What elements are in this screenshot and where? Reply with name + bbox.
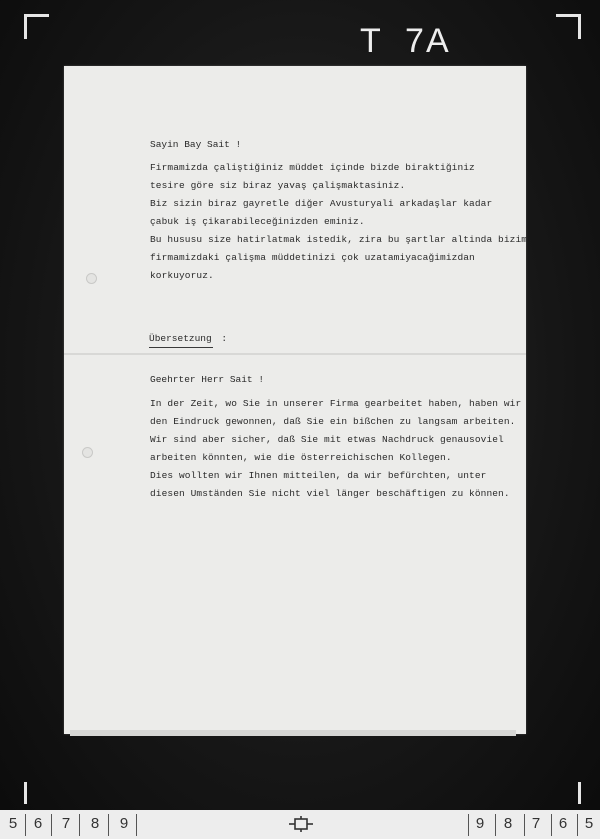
film-number: 5 <box>584 815 594 832</box>
crop-mark-top-right <box>556 14 581 39</box>
turkish-line: Bu hususu size hatirlatmak istedik, zira bu şartlar altinda bizim <box>150 234 528 245</box>
turkish-letter-body <box>150 159 527 285</box>
translation-heading-word: Übersetzung <box>149 333 212 344</box>
turkish-line: korkuyoruz. <box>150 270 214 281</box>
crop-mark-bottom-right <box>556 782 581 804</box>
german-letter-body <box>150 395 521 503</box>
film-number: 6 <box>33 815 43 832</box>
film-reel-icon <box>289 816 313 832</box>
turkish-line: Firmamizda çaliştiğiniz müddet içinde bizde biraktiğiniz <box>150 162 475 173</box>
film-tick <box>551 814 552 836</box>
film-tick <box>79 814 80 836</box>
film-tick <box>108 814 109 836</box>
film-tick <box>495 814 496 836</box>
german-line: Dies wollten wir Ihnen mitteilen, da wir befürchten, unter <box>150 470 487 481</box>
film-tick <box>25 814 26 836</box>
turkish-line: Biz sizin biraz gayretle diğer Avusturyali arkadaşlar kadar <box>150 198 493 209</box>
page-fold-line <box>64 353 526 355</box>
film-tick <box>51 814 52 836</box>
film-number: 8 <box>90 815 100 832</box>
film-number: 9 <box>475 815 485 832</box>
translation-heading <box>149 333 227 344</box>
turkish-salutation: Sayin Bay Sait ! <box>150 139 242 150</box>
punch-hole-icon <box>86 273 97 284</box>
film-number: 8 <box>503 815 513 832</box>
page-underlay <box>70 730 516 736</box>
film-number: 7 <box>61 815 71 832</box>
german-line: In der Zeit, wo Sie in unserer Firma gearbeitet haben, haben wir <box>150 398 522 409</box>
turkish-line: tesire göre siz biraz yavaş çalişmaktasiniz. <box>150 180 406 191</box>
film-tick <box>524 814 525 836</box>
film-tick <box>468 814 469 836</box>
film-number: 5 <box>8 815 18 832</box>
crop-mark-top-left <box>24 14 49 39</box>
translation-heading-colon: : <box>221 333 228 344</box>
german-line: arbeiten könnten, wie die österreichischen Kollegen. <box>150 452 452 463</box>
turkish-line: firmamizdaki çalişma müddetinizi çok uzatamiyacağimizdan <box>150 252 475 263</box>
german-line: Wir sind aber sicher, daß Sie mit etwas Nachdruck genausoviel <box>150 434 504 445</box>
crop-mark-bottom-left <box>24 782 49 804</box>
german-line: den Eindruck gewonnen, daß Sie ein bißchen zu langsam arbeiten. <box>150 416 516 427</box>
german-line: diesen Umständen Sie nicht viel länger beschäftigen zu können. <box>150 488 510 499</box>
punch-hole-icon <box>82 447 93 458</box>
film-number: 6 <box>558 815 568 832</box>
german-salutation: Geehrter Herr Sait ! <box>150 374 265 385</box>
film-number: 9 <box>119 815 129 832</box>
film-number: 7 <box>531 815 541 832</box>
film-tick <box>577 814 578 836</box>
film-tick <box>136 814 137 836</box>
translation-heading-underline <box>149 347 213 348</box>
frame-label: T 7A <box>360 22 451 60</box>
turkish-line: çabuk iş çikarabileceğinizden eminiz. <box>150 216 365 227</box>
